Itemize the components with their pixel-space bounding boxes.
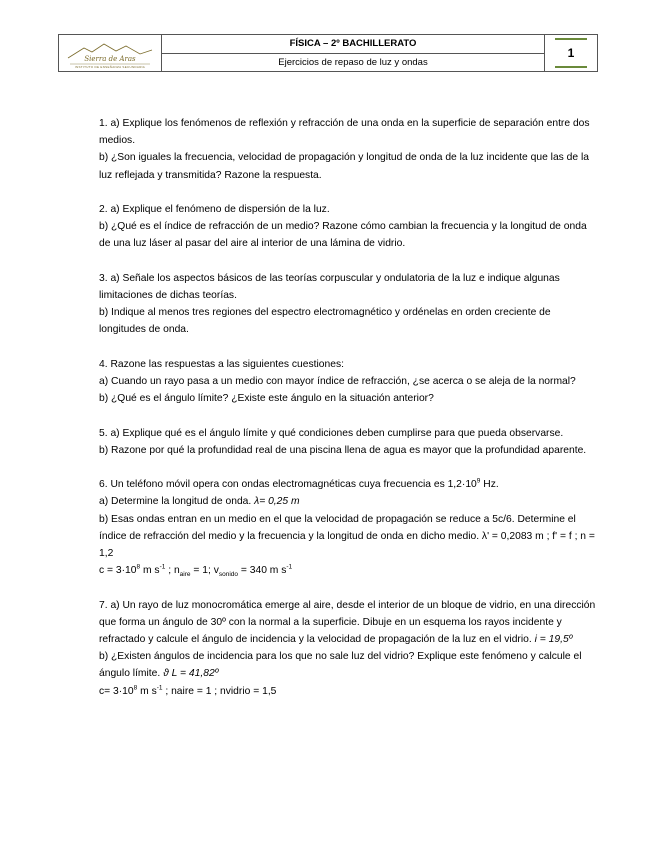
title-cell — [162, 35, 545, 71]
question-7-a-answer: i = 19,5º — [534, 634, 573, 645]
question-6-a-answer: λ= 0,25 m — [254, 496, 300, 508]
svg-text:Sierra de Aras: Sierra de Aras — [84, 55, 136, 63]
question-1-b: b) ¿Son iguales la frecuencia, velocidad de propagación y longitud de onda de la luz incidente que las de la luz reflejada y transmitida? Razone la respuesta. — [99, 152, 590, 181]
question-5-b: b) Razone por qué la profundidad real de una piscina llena de agua es mayor que la profundidad aparente. — [99, 444, 587, 456]
question-4-b: b) ¿Qué es el ángulo límite? ¿Existe este ángulo en la situación anterior? — [99, 393, 434, 405]
question-5 — [99, 425, 599, 459]
svg-text:INSTITUTO DE ENSEÑANZA SECUNDA: INSTITUTO DE ENSEÑANZA SECUNDARIA — [74, 65, 146, 69]
question-6-b: b) Esas ondas entran en un medio en el que la velocidad de propagación se reduce a 5c/6. Determine el índice de refracción del medio y la frecuencia y la longitud de onda en dicho medio. λ' = 0,2083 m ; f' = f ; n = 1,2 — [99, 513, 595, 559]
question-6-data: $c = 3\cdot 10^8$ m $s^{-1}$ ; $n_{aire} = 1$; $v_{sonido} = 340$ m $s^{-1}$ — [99, 563, 293, 579]
document-header — [58, 34, 598, 72]
course-title: FÍSICA – 2º BACHILLERATO — [162, 35, 544, 54]
worksheet-subtitle: Ejercicios de repaso de luz y ondas — [278, 56, 428, 68]
page-number: 1 — [555, 38, 587, 68]
question-2-a: 2. a) Explique el fenómeno de dispersión de la luz. — [99, 204, 330, 215]
question-7 — [99, 597, 599, 700]
question-4-a: a) Cuando un rayo pasa a un medio con mayor índice de refracción, ¿se acerca o se aleja de la normal? — [99, 376, 576, 387]
question-6-intro: 6. Un teléfono móvil opera con ondas electromagnéticas cuya frecuencia es $1,2\cdot 10^9$ Hz. — [99, 477, 499, 491]
question-2-b: b) ¿Qué es el índice de refracción de un medio? Razone cómo cambian la frecuencia y la longitud de onda de una luz láser al pasar del aire al interior de una lámina de vidrio. — [99, 221, 587, 250]
logo-cell — [59, 35, 162, 71]
question-1-a: 1. a) Explique los fenómenos de reflexión y refracción de una onda en la superficie de separación entre dos medios. — [99, 118, 590, 147]
question-7-a: 7. a) Un rayo de luz monocromática emerge al aire, desde el interior de un bloque de vidrio, en una dirección que forma un ángulo de 30º con la normal a la superficie. Dibuje en un esquema los rayos incidente y refractado y calcule el ángulo de incidencia y la velocidad de propagación de la luz en el vidrio. i = 19,5º — [99, 599, 596, 645]
question-3-b: b) Indique al menos tres regiones del espectro electromagnético y ordénelas en orden creciente de longitudes de onda. — [99, 307, 551, 336]
question-3 — [99, 270, 599, 339]
question-4-intro: 4. Razone las respuestas a las siguientes cuestiones: — [99, 358, 344, 370]
question-1 — [99, 115, 599, 184]
question-5-a: 5. a) Explique qué es el ángulo límite y qué condiciones deben cumplirse para que pueda observarse. — [99, 427, 564, 439]
question-4 — [99, 356, 599, 408]
question-3-a: 3. a) Señale los aspectos básicos de las teorías corpuscular y ondulatoria de la luz e indique algunas limitaciones de dichas teorías. — [99, 272, 560, 301]
question-6 — [99, 476, 599, 579]
question-7-b: b) ¿Existen ángulos de incidencia para los que no sale luz del vidrio? Explique este fenómeno y calcule el ángulo límite. ϑ L = 41,82º — [99, 651, 582, 680]
question-2 — [99, 201, 599, 253]
page-number-cell — [545, 35, 597, 71]
question-7-b-answer: ϑ L = 41,82º — [163, 668, 219, 680]
school-logo — [62, 36, 158, 70]
question-7-data: $c= 3\cdot 10^8$ m $s^{-1}$ ; naire = 1 ; nvidrio = 1,5 — [99, 684, 277, 697]
exercise-list — [99, 115, 599, 717]
question-6-a: a) Determine la longitud de onda. λ= 0,25 m — [99, 496, 300, 508]
